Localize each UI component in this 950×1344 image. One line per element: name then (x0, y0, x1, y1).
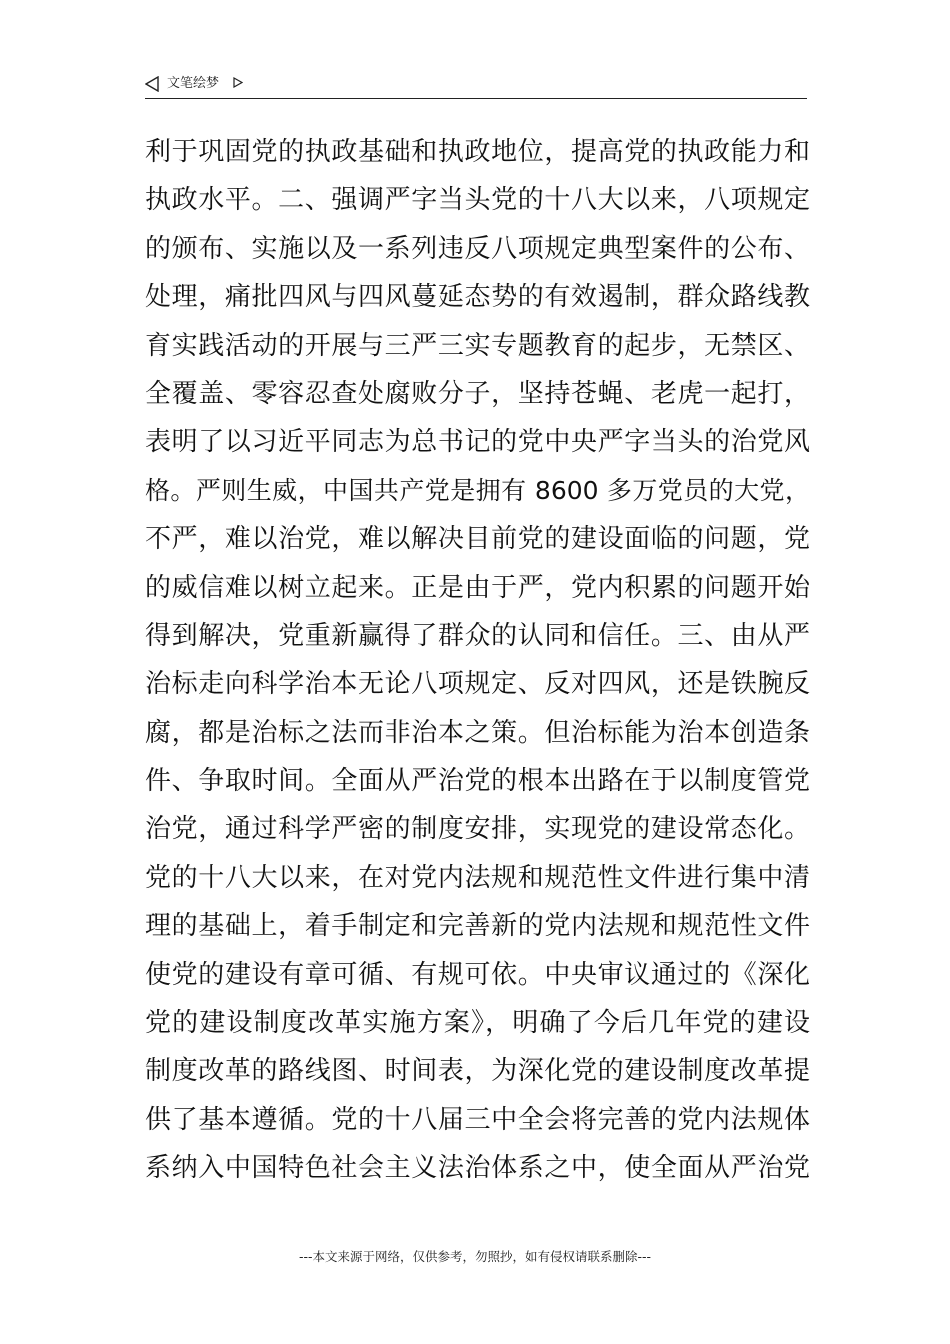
body-line: 利于巩固党的执政基础和执政地位，提高党的执政能力和 (145, 137, 810, 167)
body-line: 处理，痛批四风与四风蔓延态势的有效遏制，群众路线教 (145, 282, 810, 313)
body-line: 使党的建设有章可循、有规可依。中央审议通过的《深化 (145, 959, 810, 990)
triangle-left-icon (145, 76, 159, 92)
body-line: 理的基础上，着手制定和完善新的党内法规和规范性文件 (145, 911, 810, 942)
body-line: 全覆盖、零容忍查处腐败分子，坚持苍蝇、老虎一起打， (145, 378, 810, 409)
body-line: 治标走向科学治本无论八项规定、反对四风，还是铁腕反 (145, 669, 810, 700)
body-line: 育实践活动的开展与三严三实专题教育的起步，无禁区、 (145, 330, 810, 361)
body-line: 件、争取时间。全面从严治党的根本出路在于以制度管党 (145, 766, 810, 797)
body-line: 执政水平。二、强调严字当头党的十八大以来，八项规定 (145, 185, 810, 216)
body-line: 腐，都是治标之法而非治本之策。但治标能为治本创造条 (145, 717, 810, 748)
body-line: 制度改革的路线图、时间表，为深化党的建设制度改革提 (145, 1056, 810, 1087)
body-line: 系纳入中国特色社会主义法治体系之中，使全面从严治党 (145, 1153, 810, 1184)
body-line: 的威信难以树立起来。正是由于严，党内积累的问题开始 (145, 572, 810, 603)
body-line: 党的十八大以来，在对党内法规和规范性文件进行集中清 (145, 862, 810, 893)
body-line: 格。严则生威，中国共产党是拥有 8600 多万党员的大党， (145, 475, 810, 505)
page-header (145, 72, 807, 99)
body-line: 得到解决，党重新赢得了群众的认同和信任。三、由从严 (145, 620, 810, 651)
body-line: 不严，难以治党，难以解决目前党的建设面临的问题，党 (145, 524, 810, 555)
triangle-right-icon (233, 77, 243, 88)
page-footer-notice: ---本文来源于网络，仅供参考，勿照抄，如有侵权请联系删除--- (298, 1249, 652, 1264)
body-line: 治党，通过科学严密的制度安排，实现党的建设常态化。 (145, 814, 810, 845)
body-line: 党的建设制度改革实施方案》，明确了今后几年党的建设 (145, 1008, 810, 1039)
body-line: 的颁布、实施以及一系列违反八项规定典型案件的公布、 (145, 233, 810, 264)
body-line: 表明了以习近平同志为总书记的党中央严字当头的治党风 (145, 427, 810, 458)
document-body (145, 132, 810, 1197)
header-brand: 文笔绘梦 (167, 76, 220, 91)
body-line: 供了基本遵循。党的十八届三中全会将完善的党内法规体 (145, 1104, 810, 1135)
